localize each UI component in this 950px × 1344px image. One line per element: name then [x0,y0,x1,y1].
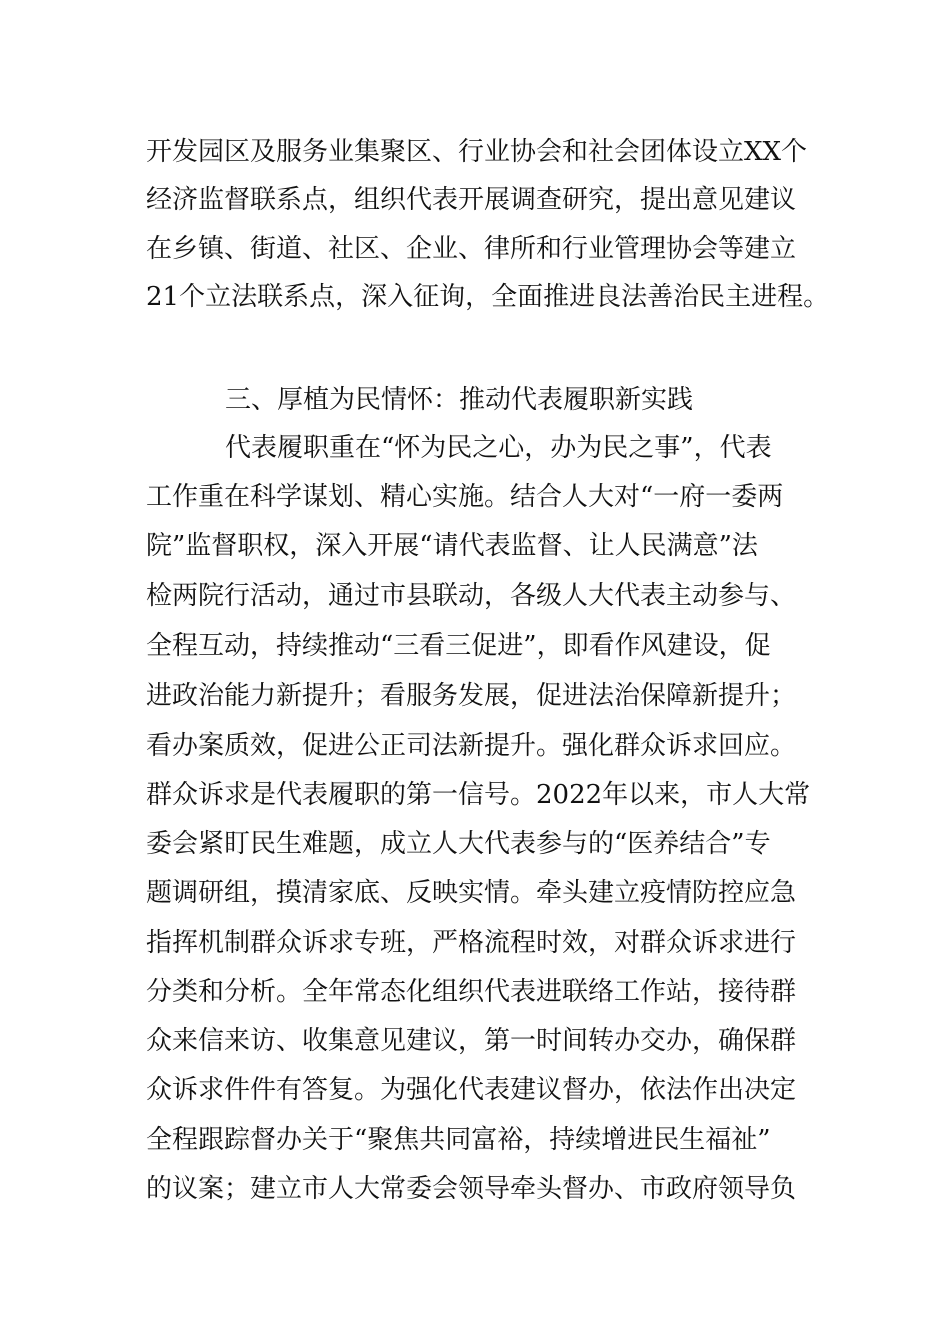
body-text-line: 看办案质效，促进公正司法新提升。强化群众诉求回应。 [146,731,797,761]
body-text-line: 进政治能力新提升；看服务发展，促进法治保障新提升； [146,681,797,711]
body-text-line: 开发园区及服务业集聚区、行业协会和社会团体设立XX个 [146,137,808,167]
body-text-line: 众诉求件件有答复。为强化代表建议督办，依法作出决定 [146,1075,797,1105]
body-text-line: 21个立法联系点，深入征询，全面推进良法善治民主进程。 [146,282,830,312]
body-text-line: 题调研组，摸清家底、反映实情。牵头建立疫情防控应急 [146,878,797,908]
body-text-line: 群众诉求是代表履职的第一信号。2022年以来，市人大常 [146,780,811,810]
body-text-line: 院”监督职权，深入开展“请代表监督、让人民满意”法 [146,531,758,561]
body-text-line: 代表履职重在“怀为民之心，办为民之事”，代表 [225,433,772,463]
body-text-line: 工作重在科学谋划、精心实施。结合人大对“一府一委两 [146,482,784,512]
body-text-line: 检两院行活动，通过市县联动，各级人大代表主动参与、 [146,581,797,611]
body-text-line: 的议案；建立市人大常委会领导牵头督办、市政府领导负 [146,1174,797,1204]
body-text-line: 众来信来访、收集意见建议，第一时间转办交办，确保群 [146,1026,797,1056]
body-text-line: 委会紧盯民生难题，成立人大代表参与的“医养结合”专 [146,829,771,859]
body-text-line: 在乡镇、街道、社区、企业、律所和行业管理协会等建立 [146,234,797,264]
body-text-line: 全程互动，持续推动“三看三促进”，即看作风建设，促 [146,631,771,661]
body-text-line: 全程跟踪督办关于“聚焦共同富裕，持续增进民生福祉” [146,1125,771,1155]
body-text-line: 分类和分析。全年常态化组织代表进联络工作站，接待群 [146,977,797,1007]
body-text-line: 经济监督联系点，组织代表开展调查研究，提出意见建议 [146,185,797,215]
section-heading: 三、厚植为民情怀：推动代表履职新实践 [225,385,694,415]
body-text-line: 指挥机制群众诉求专班，严格流程时效，对群众诉求进行 [146,928,797,958]
